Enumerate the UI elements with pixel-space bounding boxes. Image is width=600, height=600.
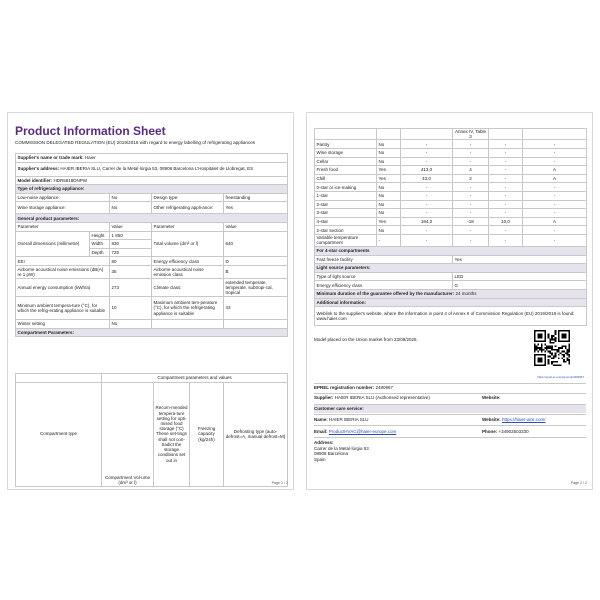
- compartment-temp: -: [453, 140, 489, 149]
- width-label: Width: [90, 240, 110, 249]
- winter-row: [16, 319, 288, 328]
- type-header: Type of refrigerating appliance:: [16, 185, 288, 194]
- four-star-header-row: [315, 246, 587, 255]
- depth-label: Depth: [90, 248, 110, 257]
- qr-url: https://eprel.ec.europa.eu/qr/2480967: [537, 375, 584, 379]
- max-temp-label: Maximum ambient tem-perature (°C), for which the refrigerating appliance is suitable: [152, 296, 224, 319]
- col-value: Value: [110, 222, 152, 231]
- compartment-temp: -: [453, 226, 489, 235]
- col-parameter-2: Parameter: [152, 222, 224, 231]
- type-header-row: [16, 185, 288, 194]
- wine-value: No: [110, 202, 152, 214]
- supplier-value: Haier: [84, 155, 96, 161]
- winter-label: Winter setting: [16, 319, 110, 328]
- low-noise-label: Low-noise appliance:: [16, 193, 110, 202]
- care-header: Customer care service:: [314, 406, 364, 411]
- compartment-name: Chill: [315, 174, 377, 183]
- compartment-volume: -: [401, 191, 453, 200]
- website2-label: Website:: [482, 417, 501, 422]
- compartment-present: Yes: [377, 217, 401, 226]
- name-value: HAIER IBERIA SLU: [329, 417, 369, 422]
- compartment-row: [315, 166, 587, 175]
- comp-params-row: [16, 374, 288, 383]
- compartment-freeze: 10,0: [489, 217, 523, 226]
- weblink-row: [315, 307, 587, 326]
- email-link[interactable]: ProductHVAC@haier-europe.com: [328, 429, 397, 434]
- compartment-present: No: [377, 140, 401, 149]
- compartment-defrost: -: [523, 149, 587, 158]
- compartment-rows: [315, 140, 587, 247]
- compartment-row: [315, 234, 587, 246]
- model-value: HDR5818DNPW: [53, 177, 88, 183]
- light-header: Light source parameters:: [315, 264, 587, 273]
- wine-label: Wine storage appliance:: [16, 202, 110, 214]
- address-line-1: Carrer de la Metal·lúrgia 53: [314, 445, 369, 451]
- address-line-3: Spain: [314, 456, 326, 462]
- compartment-name: 1-star: [315, 191, 377, 200]
- comp-columns-row: [16, 382, 288, 486]
- annual-label: Annual energy consumption (kWh/a): [16, 278, 110, 296]
- address-line-2: 08908 Barcelona: [314, 451, 349, 457]
- compartment-name: Pantry: [315, 140, 377, 149]
- compartment-freeze: -: [489, 149, 523, 158]
- annual-row: [16, 278, 288, 296]
- freezing-header: Freezing capacity (kg/24h): [190, 382, 224, 486]
- phone-label: Phone:: [482, 429, 498, 434]
- general-header-row: [16, 214, 288, 223]
- compartment-temp: -: [453, 191, 489, 200]
- fast-freeze-row: [315, 255, 587, 264]
- winter-value: No: [110, 319, 152, 328]
- max-temp-value: 43: [224, 296, 288, 319]
- annex-header: Annex IV, Table 3: [453, 129, 489, 140]
- four-star-header: For 4-star compartments: [315, 246, 587, 255]
- noise-class-label: Airborne acoustical noise emission class: [152, 265, 224, 278]
- compartment-freeze: -: [489, 209, 523, 218]
- page-2: [306, 112, 593, 490]
- model-label: Model identifier:: [17, 177, 53, 183]
- energy-class-value: D: [224, 257, 288, 266]
- comp-type-header: Compartment type: [16, 382, 102, 486]
- compartment-row: [315, 174, 587, 183]
- regulation-intro: COMMISSION DELEGATED REGULATION (EU) 2019/2016 with regard to energy labelling of refrigerating appliances: [15, 140, 256, 145]
- min-temp-label: Minimum ambient tempera-ture (°C), for which the refrig-erating appliance is suitable: [16, 296, 110, 319]
- compartment-volume: 43,0: [401, 174, 453, 183]
- address-row: [16, 162, 288, 176]
- other-label: Other refrigerating appli-ance:: [152, 202, 224, 214]
- website-link[interactable]: https://haier-aire.com/: [501, 417, 546, 422]
- col-value-2: Value: [224, 222, 288, 231]
- address-label: Address:: [314, 440, 334, 445]
- compartment-freeze: -: [489, 226, 523, 235]
- compartment-volume: -: [401, 200, 453, 209]
- light-class-value: G: [453, 281, 587, 290]
- compartment-defrost: -: [523, 183, 587, 192]
- additional-header: Additional information:: [315, 298, 587, 307]
- noise-label: Airborne acoustical noise emissions (dB(A) re 1 pW): [16, 265, 110, 278]
- column-header-row: [16, 222, 288, 231]
- compartment-freeze: -: [489, 191, 523, 200]
- page-footer-2: Page 2 / 2: [570, 481, 587, 485]
- energy-class-label: Energy efficiency class: [152, 257, 224, 266]
- compartment-name: 2-star: [315, 200, 377, 209]
- weblink-value: www.haier.com: [316, 316, 347, 322]
- climate-label: Climate class:: [152, 278, 224, 296]
- compartment-volume: -: [401, 157, 453, 166]
- product-info-table: [15, 153, 288, 337]
- address-label: Supplier's address:: [17, 166, 60, 172]
- eei-row: [16, 257, 288, 266]
- compartment-row: [315, 183, 587, 192]
- design-type-value: freestanding: [224, 193, 288, 202]
- eei-label: EEI: [16, 257, 110, 266]
- qr-code-icon: [534, 330, 570, 366]
- guarantee-value: 24 months: [455, 291, 477, 297]
- compartment-temp: -: [453, 200, 489, 209]
- compartment-name: Fresh food: [315, 166, 377, 175]
- noise-value: 35: [110, 265, 152, 278]
- compartment-header-row: [16, 328, 288, 337]
- compartment-defrost: -: [523, 140, 587, 149]
- additional-header-row: [315, 298, 587, 307]
- compartment-defrost: -: [523, 209, 587, 218]
- compartment-volume: 413,0: [401, 166, 453, 175]
- website-label: Website:: [482, 395, 501, 400]
- light-type-label: Type of light source: [315, 272, 453, 281]
- compartment-temp: -: [453, 234, 489, 246]
- height-row: [16, 231, 288, 240]
- supplier-row: [16, 154, 288, 163]
- compartment-row: [315, 149, 587, 158]
- compartment-row: [315, 200, 587, 209]
- height-value: 1 850: [110, 231, 152, 240]
- compartment-row: [315, 140, 587, 149]
- supplier-label: Supplier's name or trade mark:: [17, 155, 84, 161]
- compartment-header: Compartment Parameters:: [16, 328, 288, 337]
- fast-freeze-label: Fast freeze facility: [315, 255, 453, 264]
- compartment-present: -: [377, 234, 401, 246]
- noise-class-value: B: [224, 265, 288, 278]
- comp-volume-header: Compartment Vol-ume (dm³ or l): [102, 382, 154, 486]
- low-noise-row: [16, 193, 288, 202]
- comp-params-header: Compartment parameters and values: [102, 374, 288, 383]
- eprel-label: EPREL registration number:: [314, 385, 375, 390]
- total-volume-label: Total volume (dm³ or l): [152, 231, 224, 257]
- light-class-row: [315, 281, 587, 290]
- compartment-present: Yes: [377, 174, 401, 183]
- low-noise-value: No: [110, 193, 152, 202]
- compartment-name: 4-star: [315, 217, 377, 226]
- compartment-defrost: -: [523, 200, 587, 209]
- min-temp-value: 10: [110, 296, 152, 319]
- compartment-present: No: [377, 149, 401, 158]
- compartment-volume: -: [401, 183, 453, 192]
- compartment-volume: -: [401, 149, 453, 158]
- compartment-temp: -: [453, 149, 489, 158]
- light-type-value: LED: [453, 272, 587, 281]
- page-title: Product Information Sheet: [15, 124, 166, 138]
- compartment-defrost: A: [523, 166, 587, 175]
- supplier-value: HAIER IBERIA SLU (Authorised representative): [334, 395, 430, 400]
- light-header-row: [315, 264, 587, 273]
- guarantee-row: [315, 289, 587, 298]
- compartment-name: Wine storage: [315, 149, 377, 158]
- page-1: [7, 112, 294, 490]
- model-row: [16, 176, 288, 185]
- compartment-freeze: -: [489, 166, 523, 175]
- compartment-present: No: [377, 157, 401, 166]
- compartment-temp: -18: [453, 217, 489, 226]
- compartment-volume: 184,0: [401, 217, 453, 226]
- compartment-freeze: -: [489, 157, 523, 166]
- recommended-temp-header: Recom-mended tempera-ture setting for opti-mised food storage (°C) These set-tings shall not con-tradict the storage conditions set out in: [154, 382, 190, 486]
- compartment-present: No: [377, 183, 401, 192]
- supplier-label: Supplier:: [314, 395, 334, 400]
- name-label: Name:: [314, 417, 328, 422]
- depth-value: 725: [110, 248, 152, 257]
- annex-row: [315, 129, 587, 140]
- design-type-label: Design type:: [152, 193, 224, 202]
- compartment-row: [315, 217, 587, 226]
- compartment-temp: 2: [453, 174, 489, 183]
- compartment-name: 0-star or ice-making: [315, 183, 377, 192]
- wine-row: [16, 202, 288, 214]
- compartment-name: 2-star section: [315, 226, 377, 235]
- compartment-present: Yes: [377, 166, 401, 175]
- col-parameter: Parameter: [16, 222, 110, 231]
- compartment-freeze: -: [489, 234, 523, 246]
- compartment-defrost: -: [523, 226, 587, 235]
- compartment-name: Variable temperature compartment: [315, 234, 377, 246]
- weblink-text: Weblink to the supplier's website, where the information in point 4 of Annex II of Commission Regulation (EU) 2019/2019 is found:: [316, 310, 575, 316]
- compartment-freeze: -: [489, 183, 523, 192]
- compartment-freeze: -: [489, 174, 523, 183]
- light-class-label: Energy efficiency class: [315, 281, 453, 290]
- light-type-row: [315, 272, 587, 281]
- general-header: General product parameters:: [16, 214, 288, 223]
- defrost-header: Defrosting type (auto-defrost=A, manual defrost=M): [224, 382, 288, 486]
- compartment-row: [315, 191, 587, 200]
- compartment-volume: -: [401, 140, 453, 149]
- eei-value: 80: [110, 257, 152, 266]
- compartment-table: [314, 128, 587, 326]
- compartment-temp: -: [453, 183, 489, 192]
- overall-dims-label: Overall dimensions (millimetre): [16, 231, 90, 257]
- compartment-row: [315, 226, 587, 235]
- compartment-volume: -: [401, 234, 453, 246]
- noise-row: [16, 265, 288, 278]
- compartment-header-table: [15, 373, 288, 487]
- compartment-present: No: [377, 226, 401, 235]
- width-value: 830: [110, 240, 152, 249]
- eprel-value: 2480967: [375, 385, 393, 390]
- compartment-row: [315, 157, 587, 166]
- page-footer: Page 1 / 2: [271, 481, 288, 485]
- annual-value: 273: [110, 278, 152, 296]
- compartment-present: No: [377, 209, 401, 218]
- placed-on-market: Model placed on the Union market from 23/09/2025.: [314, 337, 418, 342]
- compartment-temp: -: [453, 209, 489, 218]
- compartment-present: No: [377, 200, 401, 209]
- guarantee-label: Minimum duration of the guarantee offered by the manufacturer:: [316, 291, 455, 297]
- compartment-defrost: -: [523, 234, 587, 246]
- compartment-row: [315, 209, 587, 218]
- compartment-defrost: -: [523, 157, 587, 166]
- compartment-defrost: A: [523, 174, 587, 183]
- other-value: Yes: [224, 202, 288, 214]
- phone-value: +34902503330: [498, 429, 529, 434]
- compartment-defrost: A: [523, 217, 587, 226]
- total-volume-value: 640: [224, 231, 288, 257]
- compartment-volume: -: [401, 209, 453, 218]
- compartment-temp: 4: [453, 166, 489, 175]
- compartment-volume: -: [401, 226, 453, 235]
- compartment-freeze: -: [489, 200, 523, 209]
- compartment-temp: -: [453, 157, 489, 166]
- height-label: Height: [90, 231, 110, 240]
- compartment-name: Cellar: [315, 157, 377, 166]
- compartment-present: No: [377, 191, 401, 200]
- email-label: Email:: [314, 429, 328, 434]
- temp-row: [16, 296, 288, 319]
- fast-freeze-value: Yes: [453, 255, 587, 264]
- compartment-defrost: -: [523, 191, 587, 200]
- compartment-freeze: -: [489, 140, 523, 149]
- address-value: HAIER IBERIA SLU, Carrer de la Metal·lúrgia 53, 08908 Barcelona L'Hospitalet de Llobregat, ES: [60, 166, 254, 172]
- climate-value: extended temperate, temperate, subtropi-cal, tropical: [224, 278, 288, 296]
- compartment-name: 3-star: [315, 209, 377, 218]
